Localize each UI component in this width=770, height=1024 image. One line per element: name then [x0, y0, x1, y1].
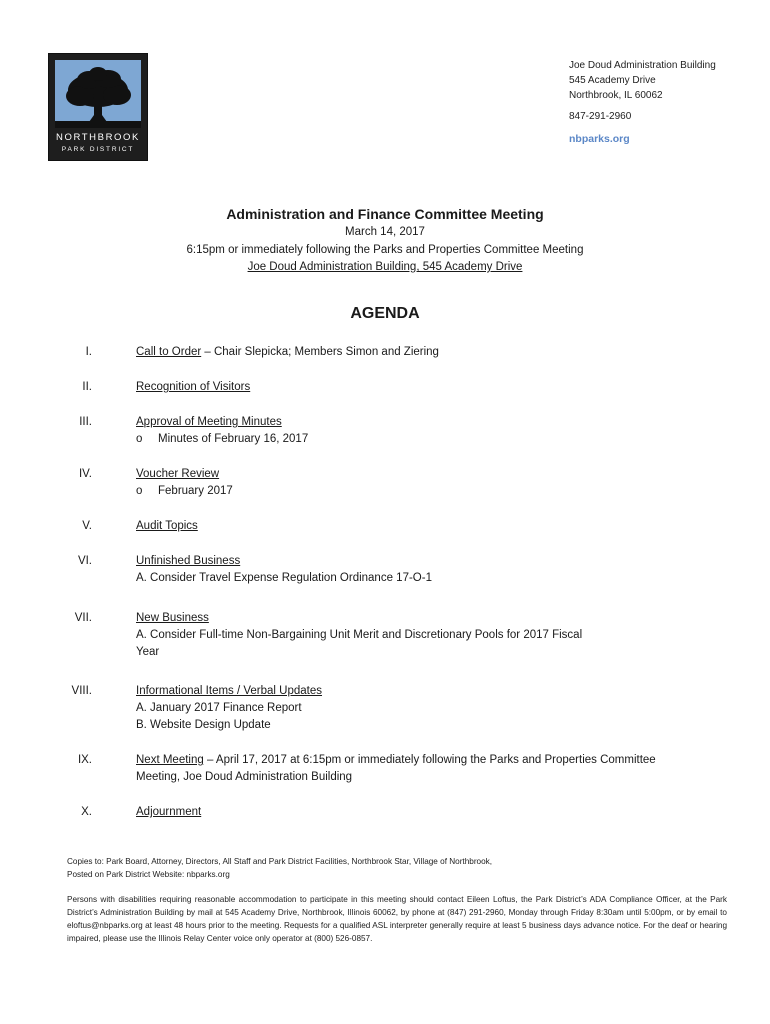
- bullet-icon: o: [136, 485, 143, 497]
- item-number: VI.: [77, 555, 92, 567]
- logo-line1: NORTHBROOK: [56, 132, 140, 143]
- item-heading: Adjournment: [136, 806, 202, 818]
- item-number: VIII.: [71, 685, 92, 697]
- meeting-title: Administration and Finance Committee Meeting: [226, 206, 544, 222]
- distribution-note: [67, 855, 727, 881]
- item-heading: Recognition of Visitors: [136, 381, 251, 393]
- item-text: – April 17, 2017 at 6:15pm or immediately following the Parks and Properties Committee: [203, 754, 656, 766]
- item-subtext: February 2017: [158, 485, 233, 497]
- posted-line: Posted on Park District Website: nbparks.org: [67, 870, 230, 879]
- item-number: III.: [79, 416, 92, 428]
- address-block: [569, 58, 716, 147]
- northbrook-park-district-logo: [48, 53, 148, 161]
- item-subtext-cont: Year: [136, 646, 160, 658]
- item-number: V.: [82, 520, 92, 532]
- item-number: X.: [81, 806, 92, 818]
- copies-line: Copies to: Park Board, Attorney, Directors, All Staff and Park District Facilities, Northbrook Star, Village of Northbrook,: [67, 857, 493, 866]
- item-heading: Call to Order: [136, 346, 202, 358]
- website-link[interactable]: nbparks.org: [569, 133, 630, 145]
- item-number: VII.: [74, 612, 92, 624]
- item-number: IV.: [78, 468, 92, 480]
- item-heading: Unfinished Business: [136, 555, 241, 567]
- item-subtext: Minutes of February 16, 2017: [158, 433, 309, 445]
- address-building: Joe Doud Administration Building: [569, 60, 716, 71]
- item-number: II.: [82, 381, 92, 393]
- ada-notice: Persons with disabilities requiring reasonable accommodation to participate in this meeting should contact Eileen Loftus, the Park District’s ADA Compliance Officer, at the Park District’s Administration Building by mail at 545 Academy Drive, Northbrook, Illinois 60062, by phone at (847) 291-2960, Monday through Friday 8:30am until 5:00pm, or by email to eloftus@nbparks.org at least 48 hours prior to the meeting. Requests for a qualified ASL interpreter generally require at least 5 business days advance notice. For the deaf or hearing impaired, please use the Illinois Relay Center voice only operator at (800) 526-0857.: [67, 895, 727, 943]
- item-heading: New Business: [136, 612, 209, 624]
- item-subtext: A. Consider Full-time Non-Bargaining Unit Merit and Discretionary Pools for 2017 Fiscal: [136, 629, 583, 641]
- address-phone: 847-291-2960: [569, 111, 632, 122]
- item-number: IX.: [77, 754, 92, 766]
- address-street: 545 Academy Drive: [569, 75, 656, 86]
- item-text: – Chair Slepicka; Members Simon and Ziering: [201, 346, 439, 358]
- address-city: Northbrook, IL 60062: [569, 90, 663, 101]
- item-text-cont: Meeting, Joe Doud Administration Building: [136, 771, 353, 783]
- bullet-icon: o: [136, 433, 143, 445]
- meeting-time: 6:15pm or immediately following the Parks and Properties Committee Meeting: [186, 243, 584, 256]
- item-heading: Informational Items / Verbal Updates: [136, 685, 323, 697]
- item-heading: Approval of Meeting Minutes: [136, 416, 282, 428]
- item-subtext: A. Consider Travel Expense Regulation Ordinance 17-O-1: [136, 572, 432, 584]
- item-number: I.: [85, 346, 92, 358]
- item-heading: Next Meeting: [136, 754, 204, 766]
- meeting-location: Joe Doud Administration Building, 545 Academy Drive: [247, 261, 523, 273]
- logo-line2: PARK DISTRICT: [61, 146, 135, 153]
- item-subtext-2: B. Website Design Update: [136, 719, 271, 731]
- tree-icon: [55, 60, 141, 128]
- meeting-date: March 14, 2017: [345, 226, 425, 238]
- item-subtext: A. January 2017 Finance Report: [136, 702, 302, 714]
- meeting-header: [0, 204, 770, 277]
- item-heading: Voucher Review: [136, 468, 220, 480]
- agenda-title: AGENDA: [350, 305, 420, 322]
- item-heading: Audit Topics: [136, 520, 198, 532]
- logo-sky: [55, 60, 141, 128]
